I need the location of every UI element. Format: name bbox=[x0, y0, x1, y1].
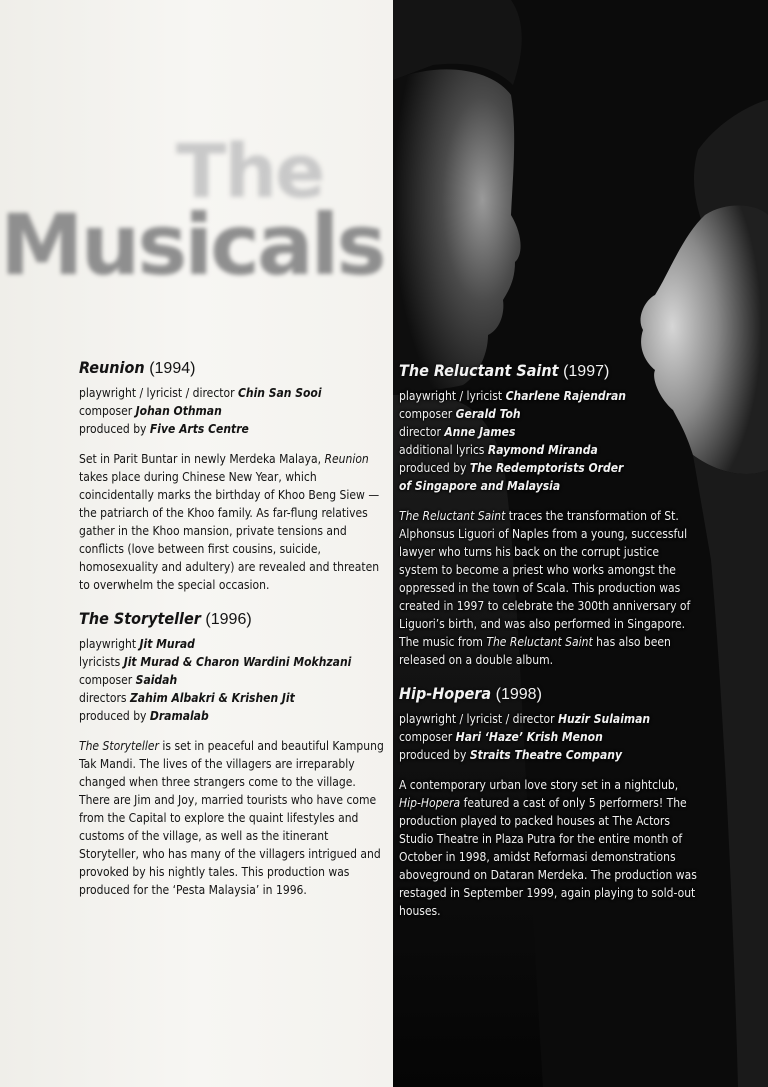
credit-line: composer Saidah bbox=[79, 673, 178, 687]
credit-line: lyricists Jit Murad & Charon Wardini Mokhzani bbox=[79, 655, 352, 669]
musical-the-reluctant-saint bbox=[399, 360, 699, 669]
section-title: Reunion (1994) bbox=[79, 358, 196, 377]
headline-the: The bbox=[176, 135, 324, 215]
left-column bbox=[79, 357, 384, 913]
credit-line: produced by Five Arts Centre bbox=[79, 422, 249, 436]
description: The Reluctant Saint traces the transformation of St. Alphonsus Liguori of Naples from a young, successful lawyer who turns his back on the corrupt justice system to become a priest who works amongst the oppressed in the town of Scala. This production was created in 1997 to celebrate the 300th anniversary of Liguori’s birth, and was also performed in Singapore. The music from The Reluctant Saint has also been released on a double album. bbox=[399, 509, 691, 667]
credits-list bbox=[79, 635, 384, 725]
section-title: The Reluctant Saint (1997) bbox=[399, 361, 610, 380]
musical-the-storyteller bbox=[79, 608, 384, 899]
credit-line: composer Gerald Toh bbox=[399, 407, 521, 421]
description: The Storyteller is set in peaceful and beautiful Kampung Tak Mandi. The lives of the villagers are irreparably changed when three strangers come to the village. There are Jim and Joy, married tourists who have come from the Capital to explore the quaint lifestyles and customs of the village, as well as the itinerant Storyteller, who has many of the villagers intrigued and provoked by his nightly tales. This production was produced for the ‘Pesta Malaysia’ in 1996. bbox=[79, 739, 384, 897]
credit-line: composer Hari ‘Haze’ Krish Menon bbox=[399, 730, 603, 744]
credit-line: director Anne James bbox=[399, 425, 516, 439]
credit-line: produced by The Redemptorists Order bbox=[399, 461, 624, 475]
credit-line: composer Johan Othman bbox=[79, 404, 222, 418]
credits-list bbox=[399, 710, 699, 764]
section-title: The Storyteller (1996) bbox=[79, 609, 252, 628]
section-title: Hip-Hopera (1998) bbox=[399, 684, 542, 703]
credit-line: produced by Straits Theatre Company bbox=[399, 748, 623, 762]
credit-line: additional lyrics Raymond Miranda bbox=[399, 443, 598, 457]
description: Set in Parit Buntar in newly Merdeka Malaya, Reunion takes place during Chinese New Year, which coincidentally marks the birthday of Khoo Beng Siew — the patriarch of the Khoo family. As far-flung relatives gather in the Khoo mansion, private tensions and conflicts (love between first cousins, suicide, homosexuality and adultery) are revealed and threaten to overwhelm the special occasion. bbox=[79, 452, 380, 592]
credit-line: directors Zahim Albakri & Krishen Jit bbox=[79, 691, 295, 705]
credit-line: playwright / lyricist / director Huzir Sulaiman bbox=[399, 712, 651, 726]
credit-line: playwright / lyricist / director Chin San Sooi bbox=[79, 386, 322, 400]
description: A contemporary urban love story set in a nightclub, Hip-Hopera featured a cast of only 5 performers! The production played to packed houses at The Actors Studio Theatre in Plaza Putra for the entire month of October in 1998, amidst Reformasi demonstrations aboveground on Dataran Merdeka. The production was restaged in September 1999, again playing to sold-out houses. bbox=[399, 778, 697, 918]
page-headline bbox=[0, 135, 393, 315]
credit-line: produced by Dramalab bbox=[79, 709, 209, 723]
headline-musicals: Musicals bbox=[0, 196, 384, 294]
musical-hip-hopera bbox=[399, 683, 699, 920]
credit-line: playwright / lyricist Charlene Rajendran bbox=[399, 389, 626, 403]
musical-reunion bbox=[79, 357, 384, 594]
credit-line: of Singapore and Malaysia bbox=[399, 479, 561, 493]
credit-line: playwright Jit Murad bbox=[79, 637, 195, 651]
credits-list bbox=[399, 387, 699, 495]
credits-list bbox=[79, 384, 384, 438]
right-column bbox=[399, 360, 699, 934]
